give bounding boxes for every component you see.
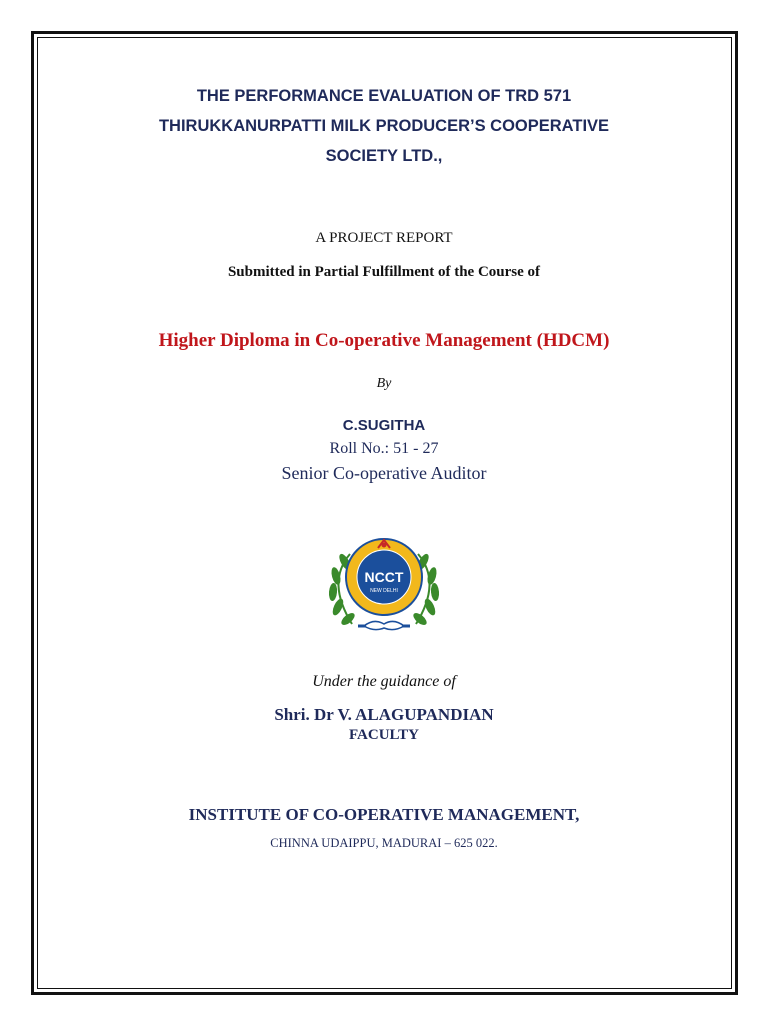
guide-role: FACULTY [348, 727, 419, 743]
guidance-label: Under the guidance of [312, 673, 456, 690]
title-line-1: THE PERFORMANCE EVALUATION OF TRD 571 [196, 87, 572, 105]
report-type: A PROJECT REPORT [315, 230, 453, 246]
submission-text: Submitted in Partial Fulfillment of the Course of [227, 264, 541, 280]
title-line-2: THIRUKKANURPATTI MILK PRODUCER’S COOPERATIVE [158, 117, 610, 135]
institute-name: INSTITUTE OF CO-OPERATIVE MANAGEMENT, [188, 805, 580, 824]
guide-name: Shri. Dr V. ALAGUPANDIAN [274, 705, 494, 724]
institute-address: CHINNA UDAIPPU, MADURAI – 625 022. [270, 836, 498, 850]
ncct-emblem-icon [318, 532, 450, 642]
roll-number: Roll No.: 51 - 27 [329, 440, 439, 457]
by-label: By [376, 376, 392, 391]
logo-text: NCCT [364, 569, 404, 585]
author-name: C.SUGITHA [342, 417, 426, 434]
course-name: Higher Diploma in Co-operative Management (HDCM) [158, 330, 610, 351]
logo-subtext: NEW DELHI [370, 588, 398, 594]
author-designation: Senior Co-operative Auditor [281, 463, 487, 483]
title-line-3: SOCIETY LTD., [325, 147, 443, 165]
